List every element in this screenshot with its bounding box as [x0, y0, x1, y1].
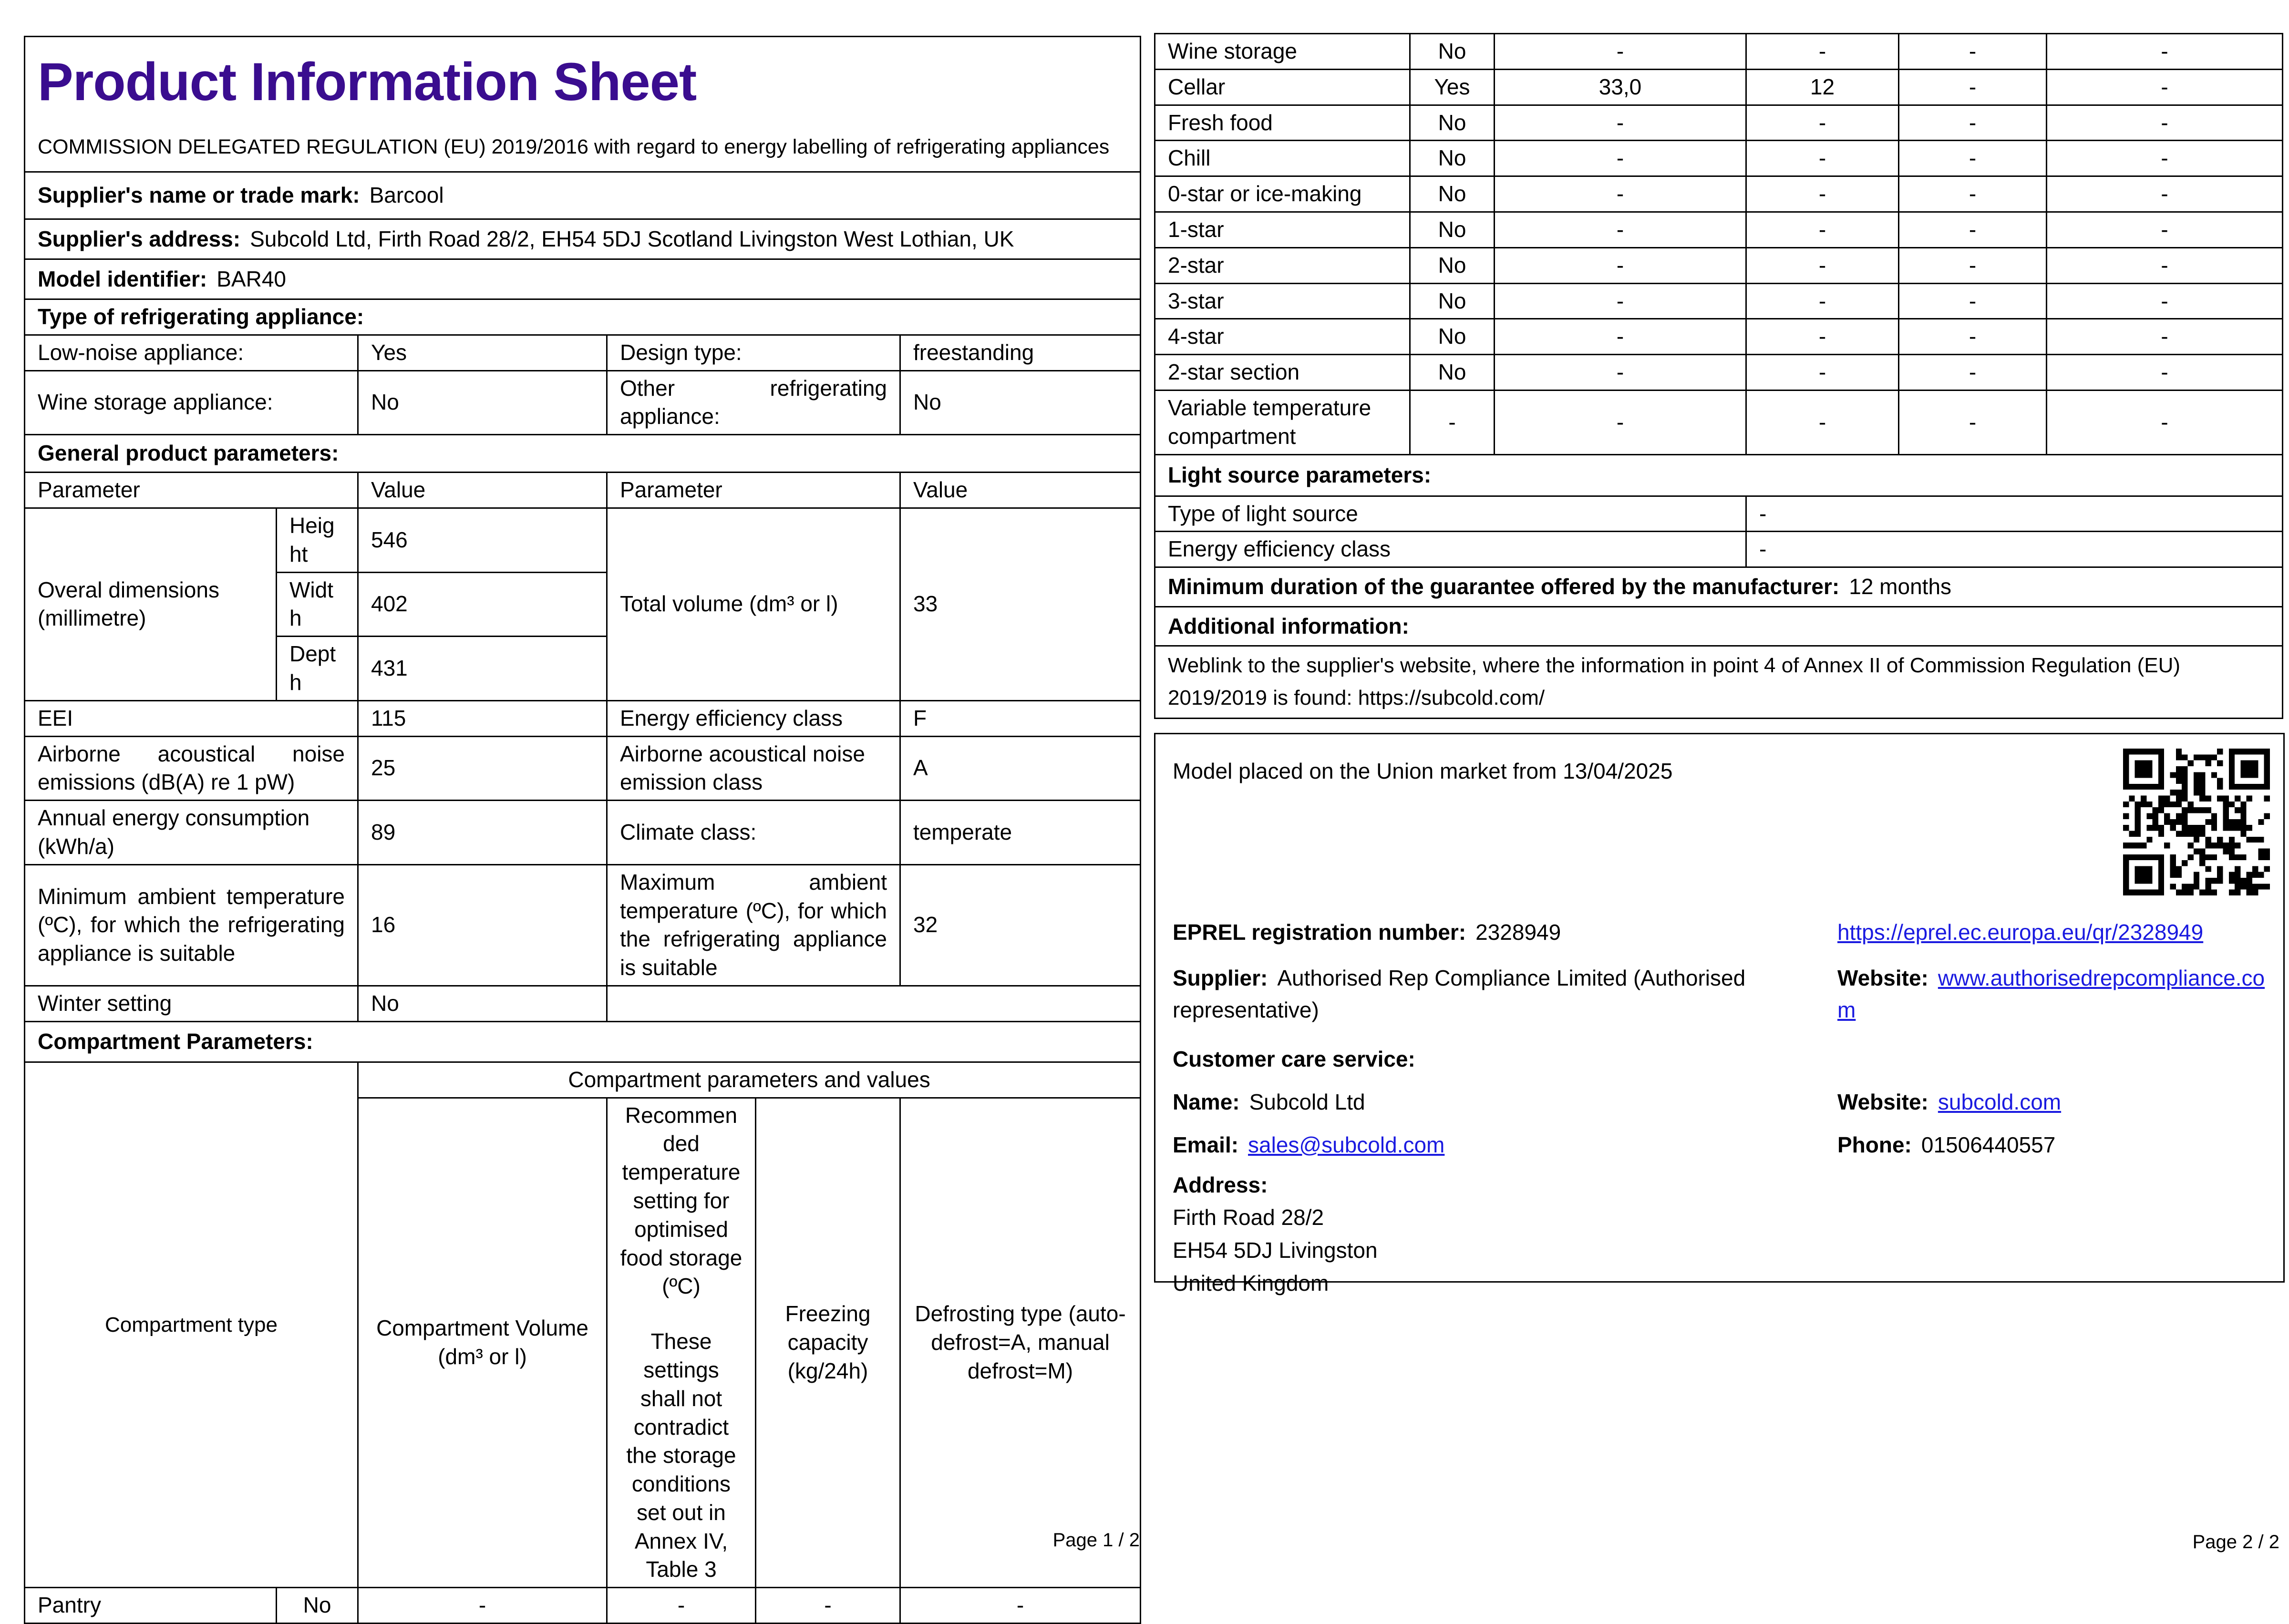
compartment-row-volume: - — [1495, 355, 1746, 391]
page2-footer: Page 2 / 2 — [2192, 1531, 2279, 1552]
care-email-link[interactable]: sales@subcold.com — [1248, 1132, 1445, 1157]
compartment-row-volume: - — [1495, 34, 1746, 70]
noise-class-label: Airborne acoustical noise emission class — [607, 736, 900, 801]
min-ambient-value: 16 — [358, 864, 607, 986]
compartment-row-name: Cellar — [1155, 69, 1410, 105]
dimension-width-value: 402 — [358, 572, 607, 637]
compartment-row-name: 2-star section — [1155, 355, 1410, 391]
eei-value: 115 — [358, 700, 607, 736]
compartment-row-name: 4-star — [1155, 319, 1410, 355]
supplier-address-row — [25, 219, 1141, 259]
energy-class-value: F — [900, 700, 1141, 736]
noise-class-value: A — [900, 736, 1141, 801]
noise-emission-value: 25 — [358, 736, 607, 801]
compartment-row-present: - — [1410, 390, 1495, 454]
customer-care-header: Customer care service: — [1173, 1047, 1415, 1071]
defrosting-type-header: Defrosting type (auto-defrost=A, manual defrost=M) — [900, 1098, 1141, 1588]
care-email-label: Email: — [1173, 1132, 1239, 1157]
param-header-1: Parameter — [25, 473, 358, 508]
compartment-row-temp: 12 — [1746, 69, 1899, 105]
compartment-row-defrost: - — [2047, 247, 2283, 283]
compartment-row-defrost: - — [900, 1588, 1141, 1624]
dimension-height-value: 546 — [358, 508, 607, 572]
model-identifier-row — [25, 259, 1141, 299]
compartment-row-name: Pantry — [25, 1588, 277, 1624]
supplier-website — [1837, 962, 2269, 1026]
compartment-row-present: No — [1410, 34, 1495, 70]
compartment-row-temp: - — [1746, 319, 1899, 355]
compartment-row-name: 0-star or ice-making — [1155, 176, 1410, 212]
compartment-row-name: 2-star — [1155, 247, 1410, 283]
additional-info-header: Additional information: — [1155, 607, 2283, 646]
compartment-row-temp: - — [1746, 34, 1899, 70]
compartment-row-freeze: - — [756, 1588, 900, 1624]
design-type-label: Design type: — [607, 335, 900, 370]
page1-table — [24, 36, 1141, 1624]
compartment-row-present: No — [1410, 176, 1495, 212]
supplier-rep — [1173, 962, 1816, 1026]
total-volume-label: Total volume (dm³ or l) — [607, 508, 900, 700]
supplier-name-value: Barcool — [369, 183, 444, 208]
compartment-row-present: No — [1410, 283, 1495, 319]
compartment-row-volume: - — [358, 1588, 607, 1624]
general-section-header: General product parameters: — [25, 435, 1141, 473]
address-line: EH54 5DJ Livingston — [1173, 1237, 1378, 1263]
compartment-row-temp: - — [1746, 390, 1899, 454]
care-website — [1837, 1086, 2269, 1118]
compartment-row-temp: - — [607, 1588, 756, 1624]
qr-code — [2123, 749, 2270, 895]
care-phone — [1837, 1129, 2269, 1161]
supplier-rep-value: Authorised Rep Compliance Limited (Authorised representative) — [1173, 966, 1746, 1022]
climate-class-value: temperate — [900, 801, 1141, 865]
care-name — [1173, 1086, 1812, 1118]
compartment-row-name: 1-star — [1155, 212, 1410, 247]
energy-class-label: Energy efficiency class — [607, 700, 900, 736]
min-ambient-label: Minimum ambient temperature (ºC), for which the refrigerating appliance is suitable — [25, 864, 358, 986]
temp-header-text-2: These settings shall not contradict the storage conditions set out in Annex IV, Table 3 — [626, 1329, 736, 1582]
care-name-label: Name: — [1173, 1090, 1240, 1114]
supplier-name-label: Supplier's name or trade mark: — [38, 183, 360, 208]
temp-header-text-1: Recommended temperature setting for optimised food storage (ºC) — [620, 1102, 742, 1299]
model-identifier-label: Model identifier: — [38, 266, 207, 291]
guarantee-row — [1155, 567, 2283, 607]
compartment-row-temp: - — [1746, 176, 1899, 212]
winter-setting-label: Winter setting — [25, 986, 358, 1021]
light-type-value: - — [1746, 496, 2283, 532]
care-name-value: Subcold Ltd — [1249, 1090, 1365, 1114]
compartment-row-freeze: - — [1899, 355, 2047, 391]
supplier-name-row — [25, 172, 1141, 219]
empty-cell — [607, 986, 1141, 1021]
compartment-row-freeze: - — [1899, 247, 2047, 283]
climate-class-label: Climate class: — [607, 801, 900, 865]
light-type-label: Type of light source — [1155, 496, 1746, 532]
model-identifier-value: BAR40 — [217, 266, 286, 291]
guarantee-label: Minimum duration of the guarantee offered by the manufacturer: — [1168, 574, 1840, 599]
supplier-address-value: Subcold Ltd, Firth Road 28/2, EH54 5DJ Scotland Livingston West Lothian, UK — [250, 226, 1014, 251]
max-ambient-label: Maximum ambient temperature (ºC), for which the refrigerating appliance is suitable — [607, 864, 900, 986]
compartment-row-present: No — [1410, 355, 1495, 391]
weblink-url: https://subcold.com/ — [1358, 686, 1545, 710]
compartment-row-freeze: - — [1899, 319, 2047, 355]
eprel-registration — [1173, 916, 1812, 948]
noise-emission-label: Airborne acoustical noise emissions (dB(A) re 1 pW) — [25, 736, 358, 801]
address-line: Firth Road 28/2 — [1173, 1204, 1324, 1230]
care-email — [1173, 1129, 1812, 1161]
compartment-section-header: Compartment Parameters: — [25, 1021, 1141, 1062]
light-source-section-header: Light source parameters: — [1155, 454, 2283, 496]
compartment-row-temp: - — [1746, 247, 1899, 283]
eprel-label: EPREL registration number: — [1173, 920, 1466, 945]
page1-footer: Page 1 / 2 — [1052, 1530, 1140, 1551]
eei-label: EEI — [25, 700, 358, 736]
compartment-row-defrost: - — [2047, 141, 2283, 176]
compartment-row-volume: - — [1495, 390, 1746, 454]
compartment-row-defrost: - — [2047, 105, 2283, 141]
weblink-row — [1155, 646, 2283, 718]
care-address — [1173, 1169, 1840, 1300]
compartment-span-header: Compartment parameters and values — [358, 1062, 1141, 1098]
compartment-row-present: No — [1410, 212, 1495, 247]
regulation-subtitle: COMMISSION DELEGATED REGULATION (EU) 2019/2016 with regard to energy labelling of refrigerating appliances — [38, 135, 1110, 158]
compartment-row-defrost: - — [2047, 390, 2283, 454]
compartment-row-freeze: - — [1899, 176, 2047, 212]
compartment-row-volume: - — [1495, 105, 1746, 141]
other-appliance-label: Other refrigerating appliance: — [607, 370, 900, 435]
compartment-row-defrost: - — [2047, 176, 2283, 212]
compartment-row-volume: - — [1495, 247, 1746, 283]
compartment-row-temp: - — [1746, 105, 1899, 141]
compartment-row-defrost: - — [2047, 212, 2283, 247]
compartment-row-name: Wine storage — [1155, 34, 1410, 70]
dimension-depth-label: Depth — [277, 637, 358, 701]
compartment-row-temp: - — [1746, 212, 1899, 247]
compartment-row-temp: - — [1746, 141, 1899, 176]
care-phone-label: Phone: — [1837, 1132, 1912, 1157]
supplier-address-label: Supplier's address: — [38, 226, 241, 251]
compartment-row-defrost: - — [2047, 34, 2283, 70]
max-ambient-value: 32 — [900, 864, 1141, 986]
compartment-row-volume: - — [1495, 176, 1746, 212]
compartment-row-freeze: - — [1899, 212, 2047, 247]
compartment-row-defrost: - — [2047, 283, 2283, 319]
compartment-row-volume: - — [1495, 319, 1746, 355]
weblink-text: Weblink to the supplier's website, where the information in point 4 of Annex II of Commission Regulation (EU) 2019/2019 is found: — [1168, 654, 2181, 710]
care-phone-value: 01506440557 — [1921, 1132, 2056, 1157]
total-volume-value: 33 — [900, 508, 1141, 700]
guarantee-value: 12 months — [1849, 574, 1952, 599]
compartment-row-freeze: - — [1899, 69, 2047, 105]
eprel-link-wrap — [1837, 916, 2269, 948]
value-header-2: Value — [900, 473, 1141, 508]
compartment-row-freeze: - — [1899, 34, 2047, 70]
compartment-row-freeze: - — [1899, 141, 2047, 176]
winter-setting-value: No — [358, 986, 607, 1021]
dimension-width-label: Width — [277, 572, 358, 637]
compartment-row-volume: - — [1495, 141, 1746, 176]
compartment-row-freeze: - — [1899, 283, 2047, 319]
supplier-website-label: Website: — [1837, 966, 1928, 990]
other-appliance-value: No — [900, 370, 1141, 435]
design-type-value: freestanding — [900, 335, 1141, 370]
compartment-row-present: Yes — [1410, 69, 1495, 105]
annual-energy-value: 89 — [358, 801, 607, 865]
compartment-row-volume: - — [1495, 283, 1746, 319]
care-address-label: Address: — [1173, 1172, 1268, 1197]
compartment-row-defrost: - — [2047, 69, 2283, 105]
compartment-row-defrost: - — [2047, 319, 2283, 355]
market-info-box — [1154, 733, 2285, 1295]
compartment-row-present: No — [1410, 247, 1495, 283]
value-header-1: Value — [358, 473, 607, 508]
low-noise-label: Low-noise appliance: — [25, 335, 358, 370]
compartment-row-volume: - — [1495, 212, 1746, 247]
title-cell — [25, 37, 1141, 172]
address-line: United Kingdom — [1173, 1270, 1329, 1295]
compartment-volume-header: Compartment Volume (dm³ or l) — [358, 1098, 607, 1588]
compartment-type-header: Compartment type — [25, 1062, 358, 1588]
compartment-row-name: Chill — [1155, 141, 1410, 176]
supplier-website-link[interactable]: www.authorisedrepcompliance.com — [1837, 966, 2265, 1022]
market-placed-text: Model placed on the Union market from 13/04/2025 — [1173, 759, 1673, 783]
page2-table — [1154, 33, 2283, 719]
compartment-row-freeze: - — [1899, 390, 2047, 454]
compartment-temp-header — [607, 1098, 756, 1588]
eprel-link[interactable]: https://eprel.ec.europa.eu/qr/2328949 — [1837, 920, 2204, 945]
compartment-row-defrost: - — [2047, 355, 2283, 391]
compartment-row-temp: - — [1746, 283, 1899, 319]
eprel-value: 2328949 — [1475, 920, 1561, 945]
compartment-row-temp: - — [1746, 355, 1899, 391]
light-class-label: Energy efficiency class — [1155, 532, 1746, 567]
compartment-row-volume: 33,0 — [1495, 69, 1746, 105]
dimension-depth-value: 431 — [358, 637, 607, 701]
supplier-rep-label: Supplier: — [1173, 966, 1268, 990]
compartment-row-name: Variable temperature compartment — [1155, 390, 1410, 454]
compartment-row-present: No — [1410, 141, 1495, 176]
compartment-row-name: Fresh food — [1155, 105, 1410, 141]
compartment-row-name: 3-star — [1155, 283, 1410, 319]
compartment-row-present: No — [277, 1588, 358, 1624]
compartment-row-freeze: - — [1899, 105, 2047, 141]
dimension-height-label: Height — [277, 508, 358, 572]
care-website-label: Website: — [1837, 1090, 1928, 1114]
light-class-value: - — [1746, 532, 2283, 567]
wine-storage-appliance-value: No — [358, 370, 607, 435]
compartment-row-present: No — [1410, 105, 1495, 141]
page-title: Product Information Sheet — [38, 51, 697, 112]
low-noise-value: Yes — [358, 335, 607, 370]
dimensions-label: Overal dimensions (millimetre) — [25, 508, 277, 700]
freezing-capacity-header: Freezing capacity (kg/24h) — [756, 1098, 900, 1588]
type-section-header: Type of refrigerating appliance: — [25, 299, 1141, 335]
compartment-row-present: No — [1410, 319, 1495, 355]
wine-storage-appliance-label: Wine storage appliance: — [25, 370, 358, 435]
care-website-link[interactable]: subcold.com — [1938, 1090, 2062, 1114]
annual-energy-label: Annual energy consumption (kWh/a) — [25, 801, 358, 865]
param-header-2: Parameter — [607, 473, 900, 508]
